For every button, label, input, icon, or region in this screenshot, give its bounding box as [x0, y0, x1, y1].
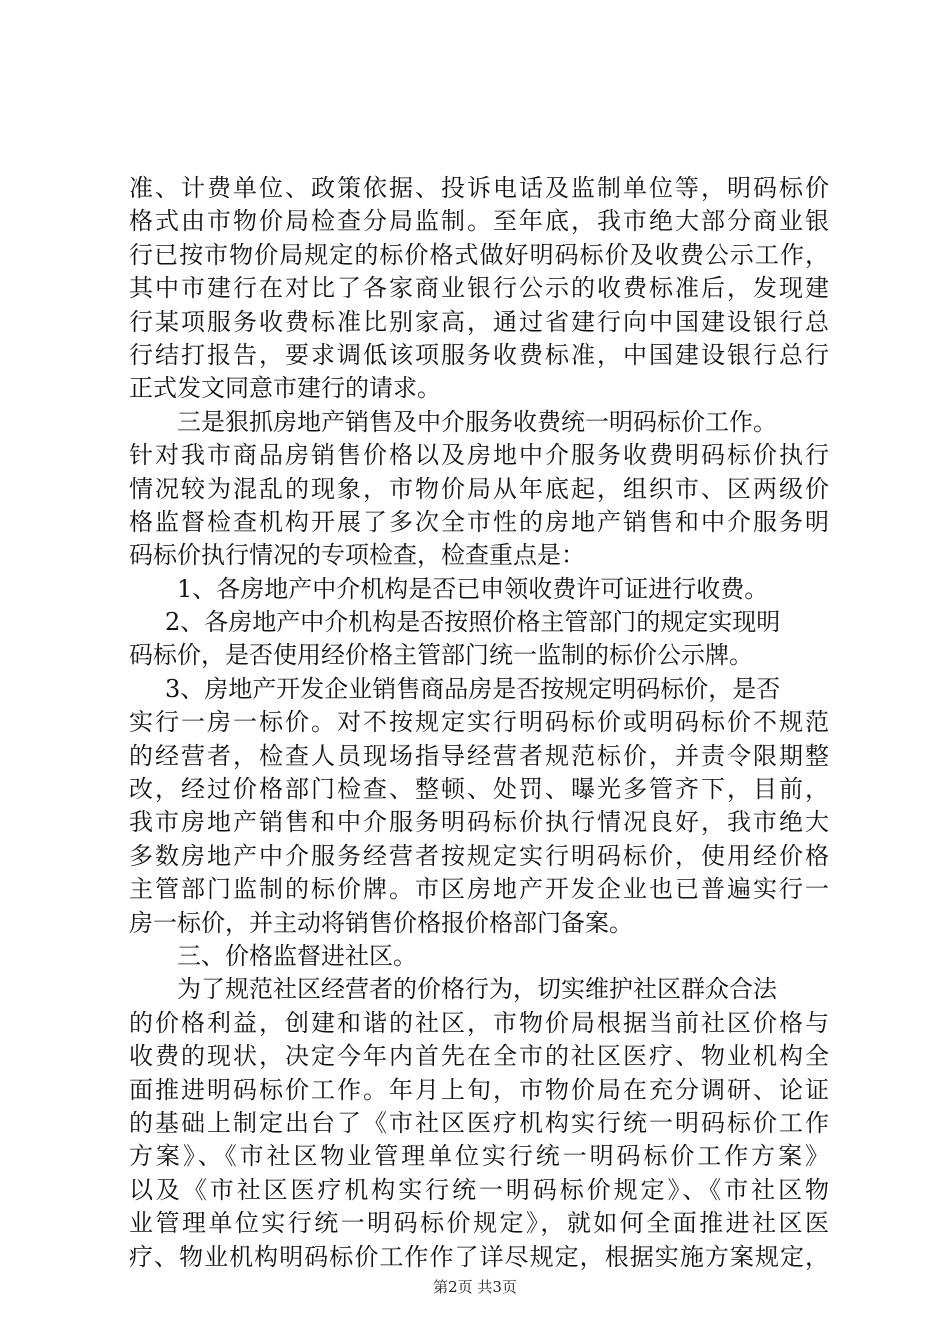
text-line: 的基础上制定出台了《市社区医疗机构实行统一明码标价工作 [129, 1108, 829, 1137]
text-line: 的经营者，检查人员现场指导经营者规范标价，并责令限期整 [129, 741, 829, 770]
list-item-1: 1、各房地产中介机构是否已申领收费许可证进行收费。 [177, 574, 769, 603]
text-line: 码标价，是否使用经价格主管部门统一监制的标价公示牌。 [129, 641, 753, 670]
text-line: 的价格利益，创建和谐的社区，市物价局根据当前社区价格与 [129, 1008, 829, 1037]
text-line: 业管理单位实行统一明码标价规定》，就如何全面推进社区医 [129, 1209, 829, 1238]
list-item-2: 2、各房地产中介机构是否按照价格主管部门的规定实现明 [165, 608, 781, 637]
text-line: 主管部门监制的标价牌。市区房地产开发企业也已普遍实行一 [129, 875, 829, 904]
section-heading: 三、价格监督进社区。 [177, 941, 417, 970]
text-line: 码标价执行情况的专项检查，检查重点是： [129, 541, 585, 570]
text-line: 面推进明码标价工作。年月上旬，市物价局在充分调研、论证 [129, 1075, 829, 1104]
text-line: 多数房地产中介服务经营者按规定实行明码标价，使用经价格 [129, 841, 829, 870]
text-line: 行结打报告，要求调低该项服务收费标准，中国建设银行总行 [129, 340, 829, 369]
text-line: 房一标价，并主动将销售价格报价格部门备案。 [129, 908, 633, 937]
text-line: 其中市建行在对比了各家商业银行公示的收费标准后，发现建 [129, 274, 829, 303]
page-number-footer: 第2页 共3页 [433, 1278, 517, 1296]
list-item-3: 3、房地产开发企业销售商品房是否按规定明码标价，是否 [165, 674, 781, 703]
text-line: 方案》、《市社区物业管理单位实行统一明码标价工作方案》 [129, 1142, 829, 1171]
body-text [129, 172, 829, 1274]
text-line: 正式发文同意市建行的请求。 [129, 374, 441, 403]
text-line: 行已按市物价局规定的标价格式做好明码标价及收费公示工作， [129, 240, 829, 269]
paragraph-start-line: 三是狠抓房地产销售及中介服务收费统一明码标价工作。 [177, 407, 777, 436]
text-line: 行某项服务收费标准比别家高，通过省建行向中国建设银行总 [129, 307, 829, 336]
text-line: 格监督检查机构开展了多次全市性的房地产销售和中介服务明 [129, 507, 829, 536]
text-line: 收费的现状，决定今年内首先在全市的社区医疗、物业机构全 [129, 1042, 829, 1071]
text-line: 改，经过价格部门检查、整顿、处罚、曝光多管齐下，目前， [129, 775, 829, 804]
text-line: 情况较为混乱的现象，市物价局从年底起，组织市、区两级价 [129, 474, 829, 503]
text-line: 针对我市商品房销售价格以及房地中介服务收费明码标价执行 [129, 441, 829, 470]
text-line: 我市房地产销售和中介服务明码标价执行情况良好，我市绝大 [129, 808, 829, 837]
text-line: 格式由市物价局检查分局监制。至年底，我市绝大部分商业银 [129, 207, 829, 236]
text-line: 实行一房一标价。对不按规定实行明码标价或明码标价不规范 [129, 708, 829, 737]
text-line: 以及《市社区医疗机构实行统一明码标价规定》、《市社区物 [129, 1175, 829, 1204]
paragraph-start-line: 为了规范社区经营者的价格行为，切实维护社区群众合法 [177, 975, 777, 1004]
text-line: 准、计费单位、政策依据、投诉电话及监制单位等，明码标价 [129, 174, 829, 202]
text-line: 疗、物业机构明码标价工作作了详尽规定，根据实施方案规定， [129, 1242, 829, 1271]
